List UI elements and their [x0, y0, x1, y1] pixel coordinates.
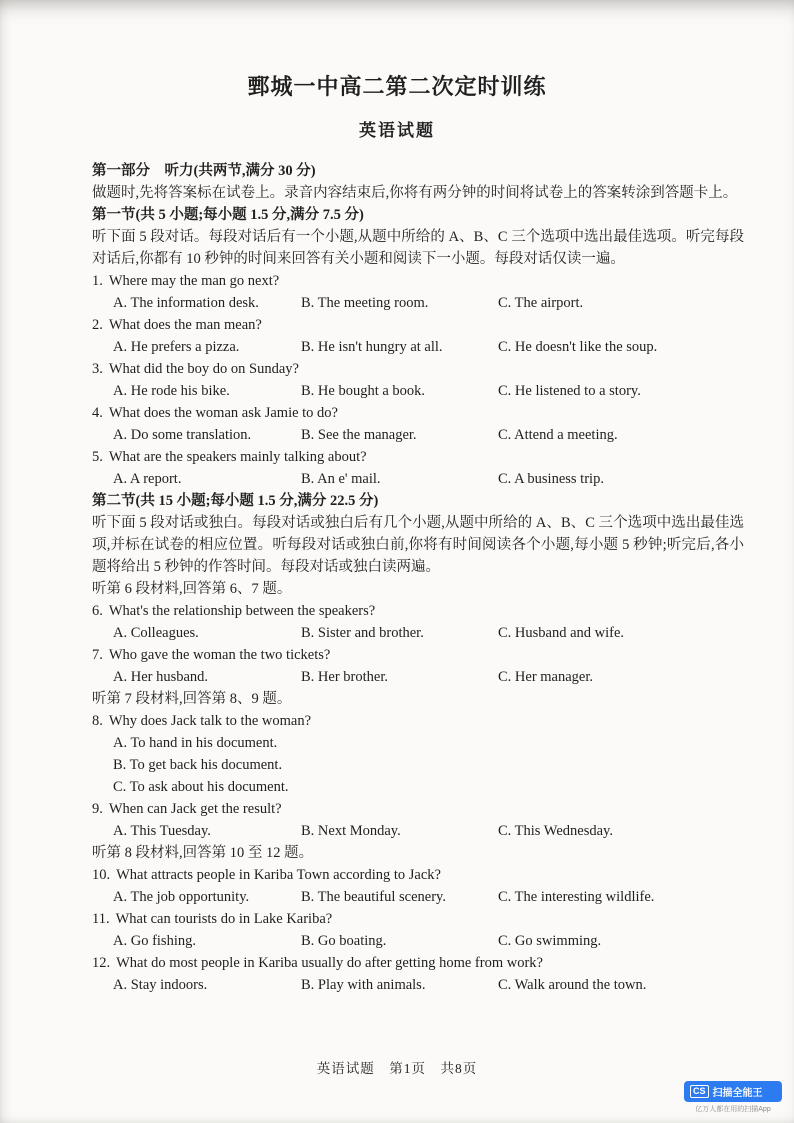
question-options [92, 886, 744, 908]
section2-instructions: 听下面 5 段对话或独白。每段对话或独白后有几个小题,从题中所给的 A、B、C 三个选项中选出最佳选项,并标在试卷的相应位置。听每段对话或独白前,你将有时间阅读各个小题,每小题 5 秒钟;听完后,各小题将给出 5 秒钟的作答时间。每段对话或独白读两遍。 [92, 515, 744, 575]
question-text: Where may the man go next? [108, 273, 280, 289]
question-text: When can Jack get the result? [108, 801, 282, 817]
question-text: Why does Jack talk to the woman? [108, 713, 312, 729]
question-options [92, 622, 744, 644]
question-9 [92, 798, 744, 842]
question-number: 7. [92, 647, 103, 663]
question-number: 6. [92, 603, 103, 619]
page-title: 鄄城一中高二第二次定时训练 [247, 74, 547, 99]
camscanner-badge-pill [684, 1081, 782, 1102]
material-note-6: 听第 6 段材料,回答第 6、7 题。 [92, 581, 292, 597]
option-b: B. He bought a book. [301, 383, 426, 399]
question-text: What can tourists do in Lake Kariba? [115, 911, 333, 927]
option-b: B. Sister and brother. [301, 625, 424, 641]
question-stem [92, 908, 744, 930]
question-11 [92, 908, 744, 952]
option-c: C. A business trip. [498, 471, 604, 487]
question-number: 4. [92, 405, 103, 421]
question-text: Who gave the woman the two tickets? [108, 647, 331, 663]
option-b: B. Her brother. [301, 669, 388, 685]
option-b: B. The meeting room. [301, 295, 429, 311]
question-options [92, 930, 744, 952]
section1-heading: 第一节(共 5 小题;每小题 1.5 分,满分 7.5 分) [92, 207, 364, 223]
question-stem [92, 446, 744, 468]
option-b: B. He isn't hungry at all. [301, 339, 443, 355]
exam-body [92, 160, 744, 996]
question-4 [92, 402, 744, 446]
question-text: What does the woman ask Jamie to do? [108, 405, 338, 421]
question-8 [92, 710, 744, 798]
camscanner-tagline: 亿万人都在用的扫描App [695, 1106, 771, 1113]
question-stem [92, 644, 744, 666]
question-options [92, 468, 744, 490]
question-options [92, 666, 744, 688]
option-a: A. To hand in his document. [113, 735, 278, 751]
question-stem [92, 710, 744, 732]
camscanner-name: 扫描全能王 [712, 1088, 763, 1099]
question-6 [92, 600, 744, 644]
part1-instructions: 做题时,先将答案标在试卷上。录音内容结束后,你将有两分钟的时间将试卷上的答案转涂到答题卡上。 [92, 185, 738, 201]
option-c: C. Her manager. [498, 669, 594, 685]
question-number: 10. [92, 867, 111, 883]
option-b: B. See the manager. [301, 427, 417, 443]
option-c: C. Walk around the town. [498, 977, 647, 993]
question-number: 12. [92, 955, 111, 971]
option-b: B. Next Monday. [301, 823, 401, 839]
option-a: A. Colleagues. [113, 625, 199, 641]
question-number: 11. [92, 911, 110, 927]
option-c: C. He listened to a story. [498, 383, 641, 399]
section2-heading: 第二节(共 15 小题;每小题 1.5 分,满分 22.5 分) [92, 493, 379, 509]
question-1 [92, 270, 744, 314]
question-text: What do most people in Kariba usually do after getting home from work? [116, 955, 543, 971]
question-number: 9. [92, 801, 103, 817]
material-note-8: 听第 8 段材料,回答第 10 至 12 题。 [92, 845, 314, 861]
option-c: C. To ask about his document. [113, 779, 289, 795]
question-text: What attracts people in Kariba Town according to Jack? [116, 867, 441, 883]
option-a: A. The information desk. [113, 295, 259, 311]
option-a: A. The job opportunity. [113, 889, 250, 905]
question-options [92, 292, 744, 314]
question-text: What does the man mean? [108, 317, 262, 333]
question-stem [92, 314, 744, 336]
option-c: C. Go swimming. [498, 933, 602, 949]
question-5 [92, 446, 744, 490]
option-c: C. Attend a meeting. [498, 427, 618, 443]
question-options [92, 380, 744, 402]
option-b: B. An e' mail. [301, 471, 381, 487]
question-options [92, 336, 744, 358]
question-stem [92, 864, 744, 886]
question-options [92, 424, 744, 446]
question-7 [92, 644, 744, 688]
section1-instructions: 听下面 5 段对话。每段对话后有一个小题,从题中所给的 A、B、C 三个选项中选出最佳选项。听完每段对话后,你都有 10 秒钟的时间来回答有关小题和阅读下一小题。每段对话仅读一遍。 [92, 229, 744, 267]
question-number: 8. [92, 713, 103, 729]
option-b: B. The beautiful scenery. [301, 889, 446, 905]
question-number: 2. [92, 317, 103, 333]
question-options [92, 974, 744, 996]
camscanner-logo-icon: CS [690, 1085, 709, 1098]
question-stem [92, 270, 744, 292]
option-a: A. Do some translation. [113, 427, 252, 443]
question-options [92, 820, 744, 842]
question-text: What are the speakers mainly talking about? [108, 449, 367, 465]
option-b: B. Go boating. [301, 933, 387, 949]
question-stem [92, 798, 744, 820]
doc-subtitle: 英语试题 [359, 121, 435, 140]
option-a: A. Her husband. [113, 669, 209, 685]
question-3 [92, 358, 744, 402]
question-stem [92, 402, 744, 424]
question-options [92, 732, 744, 798]
footer-page-indicator: 英语试题 第1页 共8页 [316, 1061, 478, 1076]
option-c: C. Husband and wife. [498, 625, 625, 641]
option-c: C. The interesting wildlife. [498, 889, 655, 905]
option-b: B. Play with animals. [301, 977, 426, 993]
question-number: 5. [92, 449, 103, 465]
option-a: A. Stay indoors. [113, 977, 208, 993]
option-a: A. Go fishing. [113, 933, 196, 949]
option-c: C. The airport. [498, 295, 584, 311]
question-text: What did the boy do on Sunday? [108, 361, 299, 377]
question-10 [92, 864, 744, 908]
option-a: A. A report. [113, 471, 182, 487]
option-b: B. To get back his document. [113, 757, 283, 773]
question-text: What's the relationship between the speakers? [108, 603, 376, 619]
question-12 [92, 952, 744, 996]
question-stem [92, 952, 744, 974]
option-a: A. This Tuesday. [113, 823, 211, 839]
question-stem [92, 600, 744, 622]
question-stem [92, 358, 744, 380]
option-c: C. This Wednesday. [498, 823, 613, 839]
question-number: 1. [92, 273, 103, 289]
option-c: C. He doesn't like the soup. [498, 339, 658, 355]
option-a: A. He prefers a pizza. [113, 339, 240, 355]
option-a: A. He rode his bike. [113, 383, 230, 399]
question-number: 3. [92, 361, 103, 377]
question-2 [92, 314, 744, 358]
part1-heading: 第一部分 听力(共两节,满分 30 分) [92, 163, 316, 179]
material-note-7: 听第 7 段材料,回答第 8、9 题。 [92, 691, 292, 707]
camscanner-badge [684, 1081, 782, 1114]
